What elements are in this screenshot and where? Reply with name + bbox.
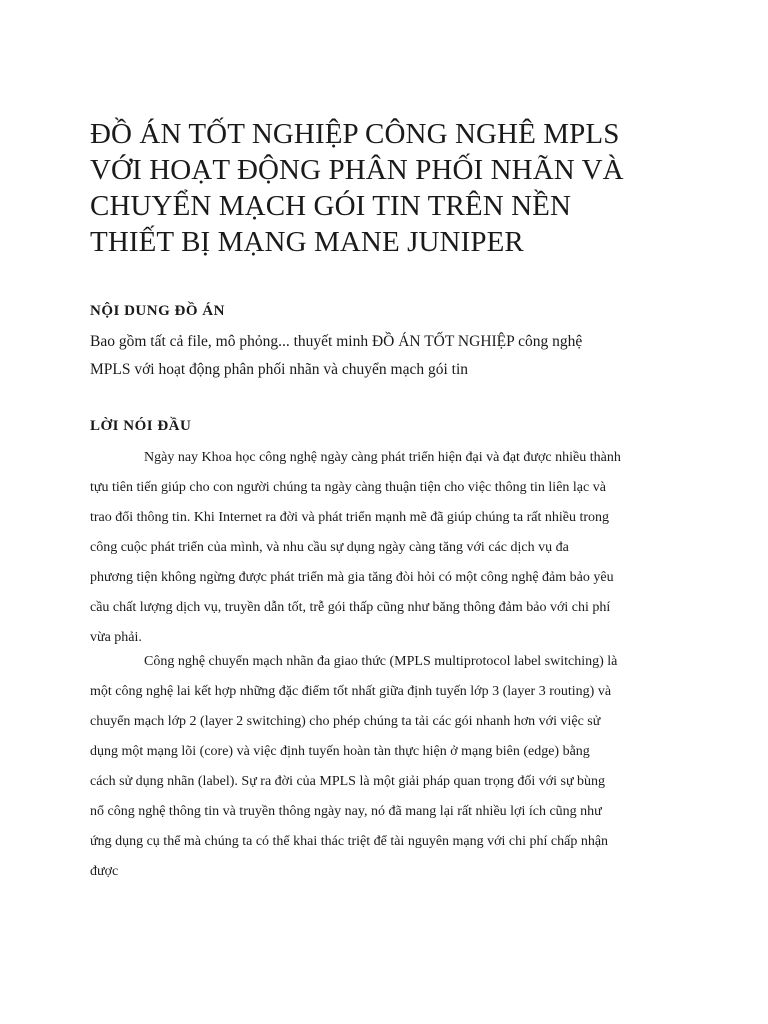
paragraph-line: trao đổi thông tin. Khi Internet ra đời và phát triển mạnh mẽ đã giúp chúng ta rất nhiều trong: [90, 510, 610, 525]
paragraph-line: nổ công nghệ thông tin và truyền thông ngày nay, nó đã mang lại rất nhiều lợi ích cũng như: [90, 804, 602, 819]
preface-section-heading: LỜI NÓI ĐẦU: [90, 418, 192, 434]
paragraph-line: công cuộc phát triển của mình, và nhu cầu sự dụng ngày càng tăng với các dịch vụ đa: [90, 540, 569, 555]
title-line: ĐỒ ÁN TỐT NGHIỆP CÔNG NGHÊ MPLS: [90, 118, 620, 150]
title-line: CHUYỂN MẠCH GÓI TIN TRÊN NỀN: [90, 190, 572, 222]
paragraph-line: vừa phải.: [90, 630, 142, 645]
preface-paragraph-2: [90, 647, 690, 887]
content-section-heading: NỘI DUNG ĐỒ ÁN: [90, 303, 225, 319]
paragraph-line: cách sử dụng nhãn (label). Sự ra đời của MPLS là một giải pháp quan trọng đối với sự bùng: [90, 774, 606, 789]
paragraph-line: cầu chất lượng dịch vụ, truyền dẫn tốt, trễ gói thấp cũng như băng thông đảm bảo với chi phí: [90, 600, 611, 615]
paragraph-line: dụng một mạng lõi (core) và việc định tuyến hoàn tàn thực hiện ở mạng biên (edge) bằng: [90, 744, 590, 759]
summary-line: Bao gồm tất cả file, mô phỏng... thuyết minh ĐỒ ÁN TỐT NGHIỆP công nghệ: [90, 333, 583, 350]
paragraph-line: Công nghệ chuyển mạch nhãn đa giao thức (MPLS multiprotocol label switching) là: [144, 654, 618, 669]
document-title: [90, 116, 690, 260]
paragraph-line: Ngày nay Khoa học công nghệ ngày càng phát triển hiện đại và đạt được nhiều thành: [144, 450, 621, 465]
preface-paragraph-1: [90, 443, 690, 653]
paragraph-line: ứng dụng cụ thể mà chúng ta có thể khai thác triệt để tài nguyên mạng với chi phí chấp nhận: [90, 834, 609, 849]
paragraph-line: tựu tiên tiến giúp cho con người chúng ta ngày càng thuận tiện cho việc thông tin liên lạc và: [90, 480, 606, 495]
paragraph-line: một công nghệ lai kết hợp những đặc điểm tốt nhất giữa định tuyến lớp 3 (layer 3 routing) và: [90, 684, 612, 699]
title-line: THIẾT BỊ MẠNG MANE JUNIPER: [90, 226, 524, 258]
paragraph-line: chuyển mạch lớp 2 (layer 2 switching) cho phép chúng ta tải các gói nhanh hơn với việc sử: [90, 714, 601, 729]
summary-line: MPLS với hoạt động phân phối nhãn và chuyển mạch gói tin: [90, 361, 468, 378]
paragraph-line: phương tiện không ngừng được phát triển mà gia tăng đòi hỏi có một công nghệ đảm bảo yêu: [90, 570, 614, 585]
title-line: VỚI HOẠT ĐỘNG PHÂN PHỐI NHÃN VÀ: [90, 154, 624, 186]
paragraph-line: được: [90, 864, 119, 879]
content-summary: [90, 328, 690, 384]
